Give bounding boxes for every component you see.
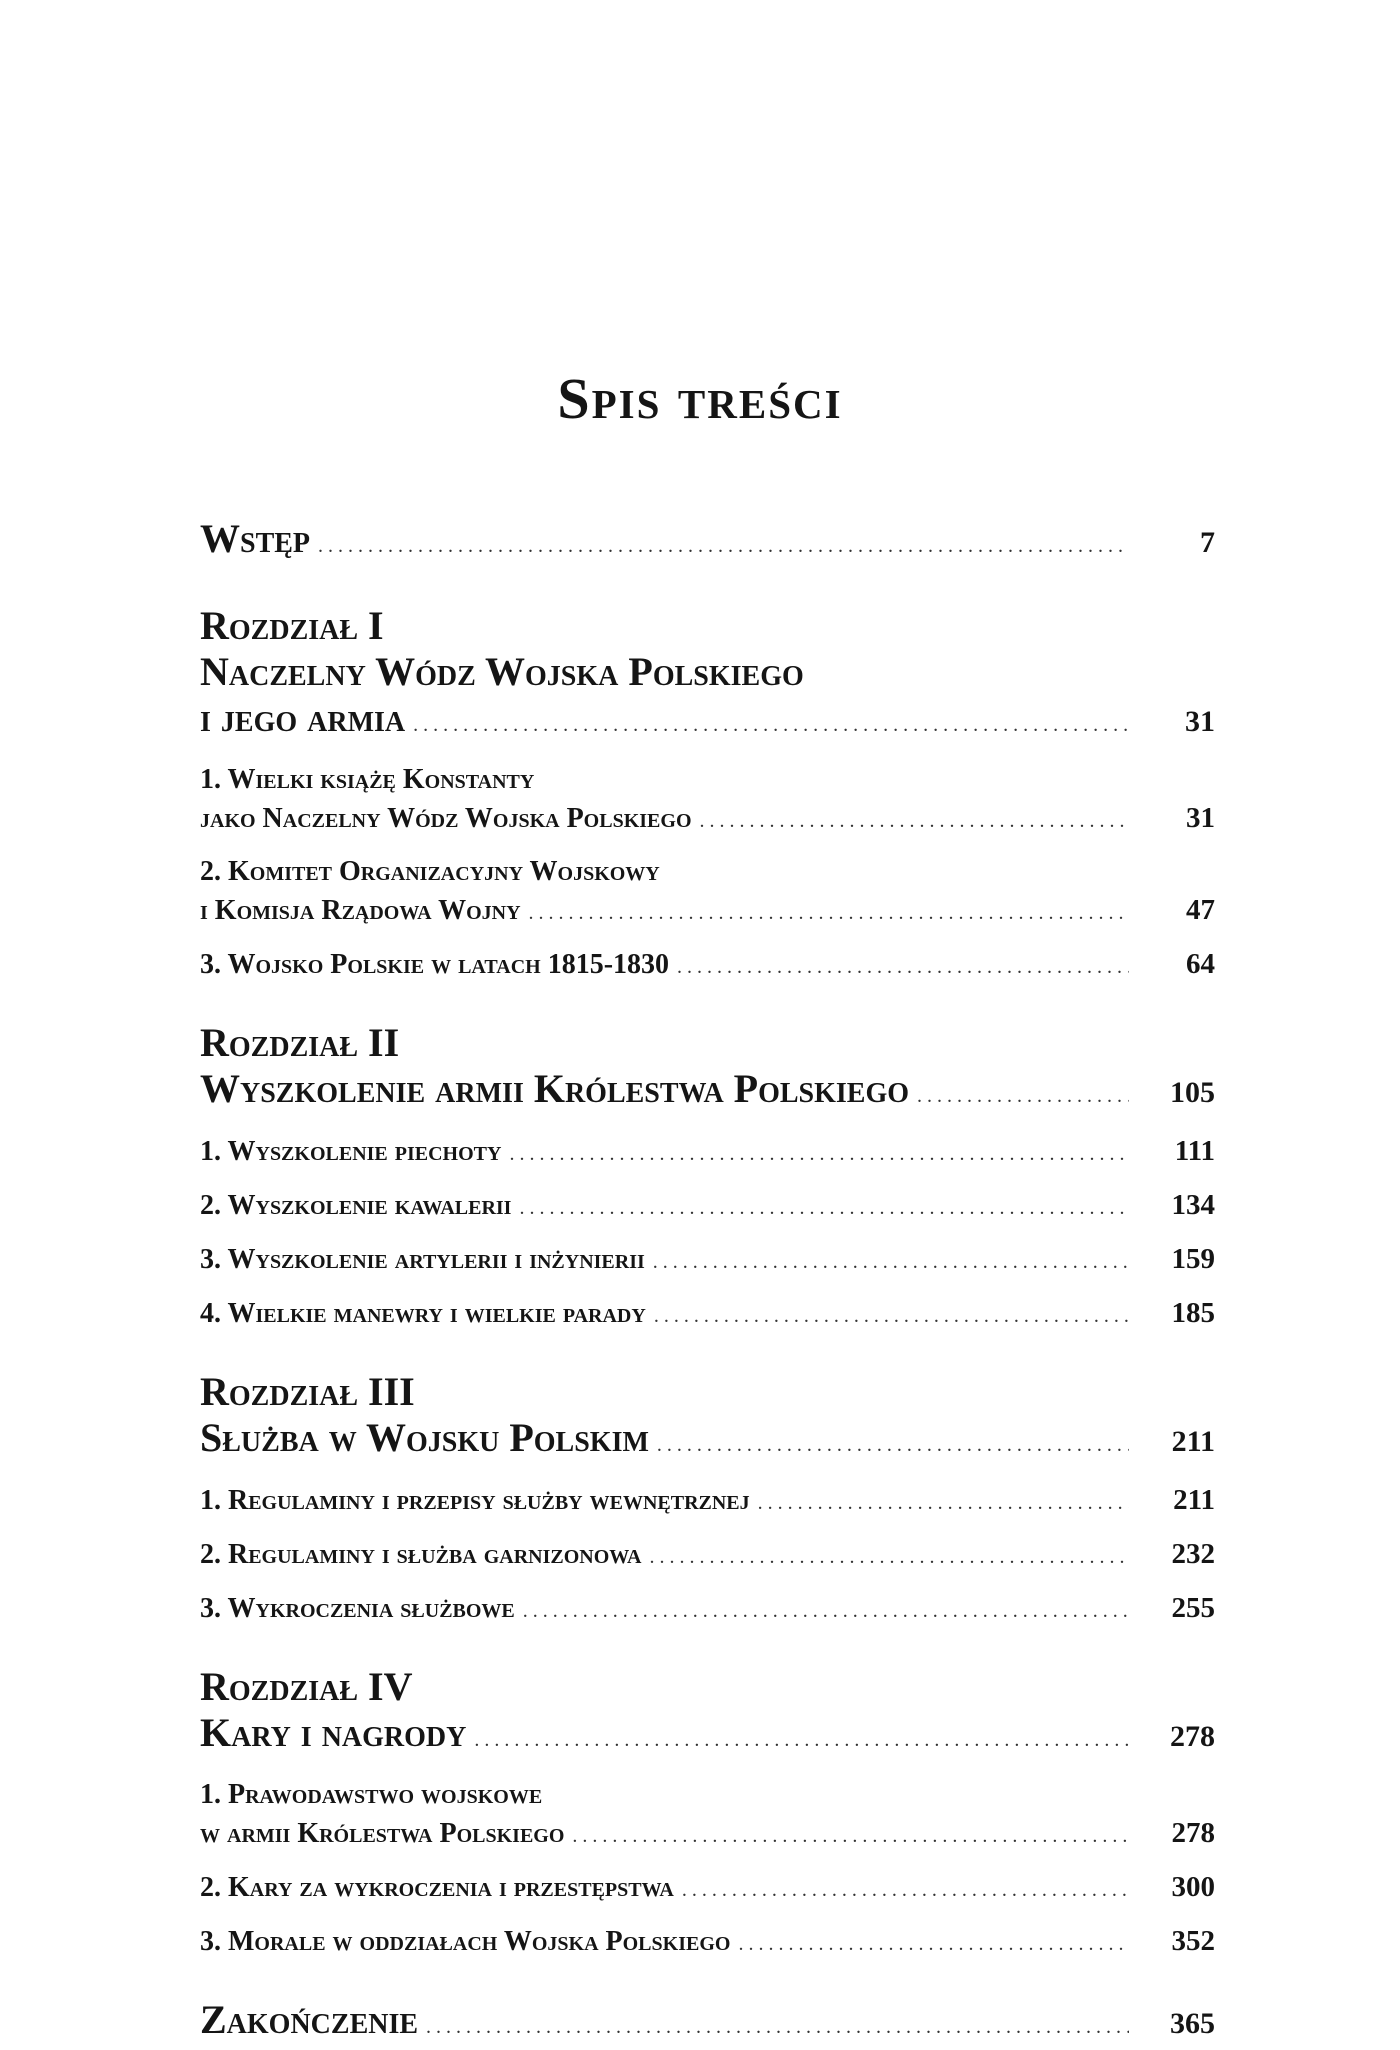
entry-leader-row [200, 695, 1215, 748]
entry-leader-row [200, 1132, 1215, 1173]
entry-leader-row [200, 1066, 1215, 1119]
page-number: 105 [1170, 1076, 1215, 1109]
page-number: 64 [1186, 948, 1215, 980]
page-number: 278 [1171, 1817, 1215, 1849]
toc-section-entry [200, 853, 1215, 932]
dot-leader [654, 1297, 1129, 1335]
entry-heading-line: Rozdział I [200, 603, 384, 648]
toc-section-entry [200, 1481, 1215, 1522]
dot-leader [650, 1538, 1130, 1576]
entry-leader-row [200, 1415, 1215, 1468]
toc-section-entry [200, 761, 1215, 840]
entry-heading-line: Rozdział II [200, 1020, 400, 1065]
entry-heading-line: 1. Wielki książę Konstanty [200, 764, 535, 795]
entry-leader-row [200, 1710, 1215, 1763]
toc-section-entry [200, 1294, 1215, 1335]
toc-section-entry [200, 945, 1215, 986]
dot-leader [318, 523, 1129, 569]
entry-title: Służba w Wojsku Polskim [200, 1415, 649, 1460]
toc-section-entry [200, 1868, 1215, 1909]
entry-leader-row [200, 945, 1215, 986]
entry-heading-line: Naczelny Wódz Wojska Polskiego [200, 649, 804, 694]
entry-leader-row [200, 1186, 1215, 1227]
dot-leader [657, 1422, 1129, 1468]
entry-leader-row [200, 1922, 1215, 1963]
entry-title: i Komisja Rządowa Wojny [200, 895, 521, 926]
entry-heading-line: Rozdział III [200, 1369, 415, 1414]
entry-title: w armii Królestwa Polskiego [200, 1818, 565, 1849]
toc-section-entry [200, 1132, 1215, 1173]
entry-leader-row [200, 1294, 1215, 1335]
table-of-contents [200, 516, 1215, 2050]
dot-leader [758, 1484, 1129, 1522]
entry-heading-line: 1. Prawodawstwo wojskowe [200, 1779, 543, 1810]
entry-leader-row [200, 1997, 1215, 2050]
dot-leader [509, 1135, 1129, 1173]
toc-chapter-entry [200, 1020, 1215, 1119]
entry-leader-row [200, 799, 1215, 840]
page-title: Spis treści [557, 366, 843, 431]
page-number: 47 [1186, 894, 1215, 926]
entry-title: 2. Wyszkolenie kawalerii [200, 1190, 512, 1221]
page-number: 278 [1170, 1720, 1215, 1753]
toc-section-entry [200, 1186, 1215, 1227]
entry-leader-row [200, 516, 1215, 569]
dot-leader [519, 1189, 1129, 1227]
page-number: 111 [1174, 1135, 1215, 1167]
page-number: 211 [1173, 1484, 1215, 1516]
dot-leader [529, 894, 1129, 932]
toc-section-entry [200, 1776, 1215, 1855]
page-number: 7 [1200, 526, 1215, 559]
toc-section-entry [200, 1240, 1215, 1281]
entry-title: 3. Wojsko Polskie w latach 1815-1830 [200, 949, 670, 980]
toc-chapter-entry [200, 1664, 1215, 1763]
toc-chapter-entry [200, 516, 1215, 569]
page-number: 159 [1171, 1243, 1215, 1275]
entry-title: 2. Regulaminy i służba garnizonowa [200, 1539, 642, 1570]
page-number: 352 [1171, 1925, 1215, 1957]
page-number: 255 [1171, 1592, 1215, 1624]
entry-title: Wstęp [200, 516, 311, 561]
dot-leader [474, 1717, 1129, 1763]
dot-leader [413, 702, 1129, 748]
page-number: 300 [1171, 1871, 1215, 1903]
entry-title: 4. Wielkie manewry i wielkie parady [200, 1298, 646, 1329]
entry-leader-row [200, 1589, 1215, 1630]
toc-chapter-entry [200, 1369, 1215, 1468]
dot-leader [653, 1243, 1129, 1281]
dot-leader [677, 948, 1129, 986]
entry-leader-row [200, 1240, 1215, 1281]
toc-chapter-entry [200, 1997, 1215, 2050]
toc-chapter-entry [200, 603, 1215, 748]
page-number: 232 [1171, 1538, 1215, 1570]
entry-title: 3. Morale w oddziałach Wojska Polskiego [200, 1926, 731, 1957]
entry-title: Zakończenie [200, 1997, 419, 2042]
page-number: 31 [1185, 705, 1215, 738]
dot-leader [917, 1073, 1129, 1119]
entry-title: i jego armia [200, 695, 406, 740]
entry-title: 3. Wyszkolenie artylerii i inżynierii [200, 1244, 645, 1275]
dot-leader [682, 1871, 1129, 1909]
entry-leader-row [200, 1535, 1215, 1576]
entry-leader-row [200, 1814, 1215, 1855]
toc-section-entry [200, 1535, 1215, 1576]
dot-leader [738, 1925, 1129, 1963]
entry-title: Kary i nagrody [200, 1710, 467, 1755]
entry-leader-row [200, 891, 1215, 932]
entry-title: 2. Kary za wykroczenia i przestępstwa [200, 1872, 674, 1903]
entry-title: jako Naczelny Wódz Wojska Polskiego [200, 803, 692, 834]
page-number: 185 [1171, 1297, 1215, 1329]
dot-leader [426, 2004, 1129, 2050]
entry-leader-row [200, 1481, 1215, 1522]
dot-leader [572, 1817, 1129, 1855]
dot-leader [523, 1592, 1129, 1630]
page-number: 211 [1171, 1425, 1215, 1458]
dot-leader [700, 802, 1130, 840]
entry-title: 1. Wyszkolenie piechoty [200, 1136, 502, 1167]
page-number: 31 [1186, 802, 1215, 834]
page-number: 365 [1170, 2007, 1215, 2040]
entry-heading-line: Rozdział IV [200, 1664, 413, 1709]
entry-title: 3. Wykroczenia służbowe [200, 1593, 515, 1624]
toc-section-entry [200, 1922, 1215, 1963]
entry-title: Wyszkolenie armii Królestwa Polskiego [200, 1066, 910, 1111]
entry-leader-row [200, 1868, 1215, 1909]
page-number: 134 [1171, 1189, 1215, 1221]
entry-title: 1. Regulaminy i przepisy służby wewnętrznej [200, 1485, 750, 1516]
toc-section-entry [200, 1589, 1215, 1630]
entry-heading-line: 2. Komitet Organizacyjny Wojskowy [200, 856, 660, 887]
